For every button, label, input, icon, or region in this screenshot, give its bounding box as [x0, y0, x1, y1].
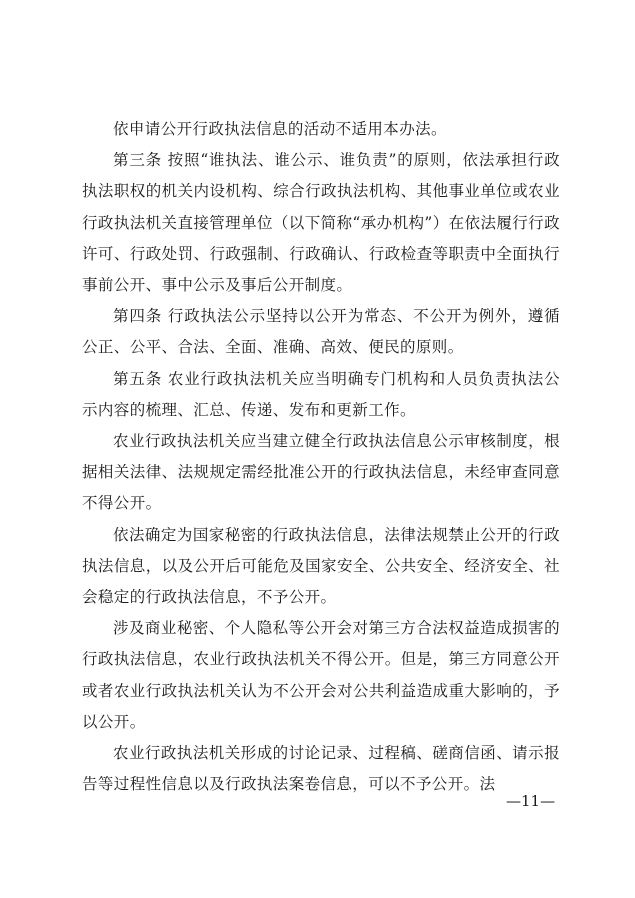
paragraph-article-3: 第三条 按照“谁执法、谁公示、谁负责”的原则，依法承担行政执法职权的机关内设机构、综合行政执法机构、其他事业单位或农业行政执法机关直接管理单位（以下简称“承办机构”）在依法履行行政许可、行政处罚、行政强制、行政确认、行政检查等职责中全面执行事前公开、事中公示及事后公开制度。	[82, 151, 560, 295]
paragraph-1: 依申请公开行政执法信息的活动不适用本办法。	[113, 120, 447, 138]
page-number: —11—	[506, 792, 556, 810]
paragraph-state-secrets: 依法确定为国家秘密的行政执法信息，法律法规禁止公开的行政执法信息，以及公开后可能危及国家安全、公共安全、经济安全、社会稳定的行政执法信息，不予公开。	[82, 525, 560, 607]
paragraph-article-5: 第五条 农业行政执法机关应当明确专门机构和人员负责执法公示内容的梳理、汇总、传递、发布和更新工作。	[82, 369, 560, 419]
paragraph-process-info: 农业行政执法机关形成的讨论记录、过程稿、磋商信函、请示报告等过程性信息以及行政执法案卷信息，可以不予公开。法	[82, 744, 560, 794]
paragraph-review-system: 农业行政执法机关应当建立健全行政执法信息公示审核制度，根据相关法律、法规规定需经批准公开的行政执法信息，未经审查同意不得公开。	[82, 432, 560, 513]
document-body	[82, 114, 560, 800]
paragraph-article-4: 第四条 行政执法公示坚持以公开为常态、不公开为例外，遵循公正、公平、合法、全面、准确、高效、便民的原则。	[82, 307, 560, 357]
paragraph-trade-secrets: 涉及商业秘密、个人隐私等公开会对第三方合法权益造成损害的行政执法信息，农业行政执法机关不得公开。但是，第三方同意公开或者农业行政执法机关认为不公开会对公共利益造成重大影响的，予以公开。	[82, 619, 560, 731]
